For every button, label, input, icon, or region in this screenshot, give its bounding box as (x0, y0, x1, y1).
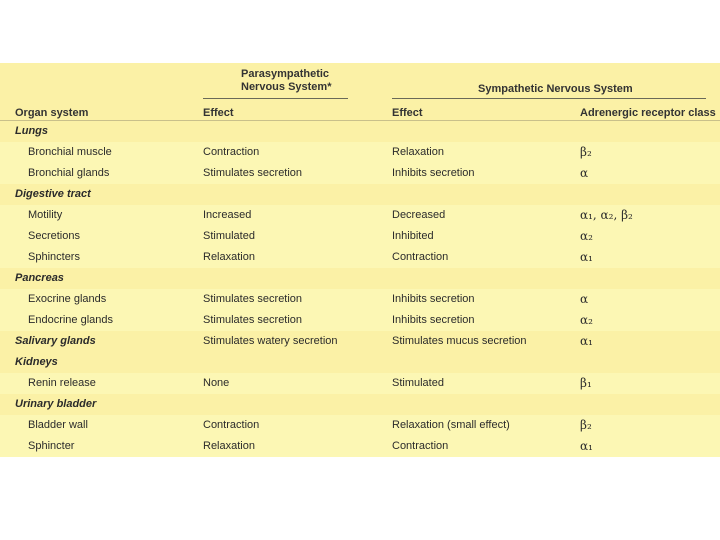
cell-symp-effect: Inhibits secretion (392, 293, 475, 305)
table-row (0, 247, 720, 268)
cell-symp-effect: Decreased (392, 209, 446, 221)
cell-symp-effect: Stimulates mucus secretion (392, 335, 527, 347)
table-row (0, 373, 720, 394)
cell-receptor: α₁, α₂, β₂ (580, 208, 633, 222)
cell-organ: Renin release (28, 377, 96, 389)
cell-para-effect: Relaxation (203, 440, 255, 452)
col-header-symp-effect: Effect (392, 107, 423, 119)
cell-receptor: α₂ (580, 229, 593, 243)
table-row (0, 226, 720, 247)
cell-organ: Pancreas (15, 272, 64, 284)
table-row (0, 310, 720, 331)
cell-para-effect: Increased (203, 209, 252, 221)
para-title-line1: Parasympathetic (241, 68, 330, 80)
table-row (0, 436, 720, 457)
cell-symp-effect: Relaxation (392, 146, 444, 158)
category-row (0, 331, 720, 352)
cell-organ: Sphincter (28, 440, 75, 452)
cell-symp-effect: Relaxation (small effect) (392, 419, 510, 431)
col-header-organ: Organ system (15, 107, 89, 119)
col-header-receptor: Adrenergic receptor class (580, 107, 716, 119)
cell-organ: Endocrine glands (28, 314, 114, 326)
cell-organ: Motility (28, 209, 63, 221)
cell-receptor: β₂ (580, 145, 592, 159)
table-row (0, 415, 720, 436)
cell-para-effect: Stimulates secretion (203, 293, 303, 305)
category-row (0, 352, 720, 373)
autonomic-effects-table (0, 63, 720, 457)
col-header-para-effect: Effect (203, 107, 234, 119)
cell-organ: Digestive tract (15, 188, 91, 200)
table-row (0, 205, 720, 226)
cell-symp-effect: Contraction (392, 251, 449, 263)
para-title-line2: Nervous System* (241, 81, 332, 93)
cell-receptor: α₁ (580, 439, 593, 453)
cell-organ: Bronchial muscle (28, 146, 112, 158)
category-row (0, 121, 720, 142)
table-header (0, 63, 720, 120)
cell-organ: Lungs (15, 125, 48, 137)
cell-receptor: β₂ (580, 418, 592, 432)
cell-receptor: α₂ (580, 313, 593, 327)
cell-symp-effect: Inhibits secretion (392, 167, 475, 179)
cell-para-effect: Stimulates secretion (203, 167, 303, 179)
cell-receptor: β₁ (580, 376, 592, 390)
cell-receptor: α (580, 292, 589, 306)
cell-organ: Bronchial glands (28, 167, 110, 179)
cell-symp-effect: Stimulated (392, 377, 444, 389)
cell-para-effect: Contraction (203, 419, 260, 431)
cell-organ: Exocrine glands (28, 293, 107, 305)
cell-organ: Urinary bladder (15, 398, 97, 410)
cell-symp-effect: Contraction (392, 440, 449, 452)
cell-symp-effect: Inhibits secretion (392, 314, 475, 326)
cell-para-effect: Contraction (203, 146, 260, 158)
table-row (0, 289, 720, 310)
cell-para-effect: Relaxation (203, 251, 255, 263)
symp-group-title: Sympathetic Nervous System (478, 83, 633, 95)
cell-organ: Kidneys (15, 356, 58, 368)
cell-symp-effect: Inhibited (392, 230, 434, 242)
cell-para-effect: None (203, 377, 230, 389)
category-row (0, 184, 720, 205)
para-group-rule (203, 98, 348, 99)
cell-organ: Sphincters (28, 251, 80, 263)
category-row (0, 268, 720, 289)
cell-receptor: α₁ (580, 250, 593, 264)
cell-para-effect: Stimulates secretion (203, 314, 303, 326)
cell-receptor: α₁ (580, 334, 593, 348)
symp-group-rule (392, 98, 706, 99)
cell-organ: Secretions (28, 230, 80, 242)
cell-organ: Bladder wall (28, 419, 88, 431)
cell-para-effect: Stimulates watery secretion (203, 335, 338, 347)
cell-organ: Salivary glands (15, 335, 96, 347)
table-row (0, 142, 720, 163)
table-row (0, 163, 720, 184)
category-row (0, 394, 720, 415)
cell-receptor: α (580, 166, 589, 180)
para-group-title (241, 68, 332, 94)
cell-para-effect: Stimulated (203, 230, 255, 242)
